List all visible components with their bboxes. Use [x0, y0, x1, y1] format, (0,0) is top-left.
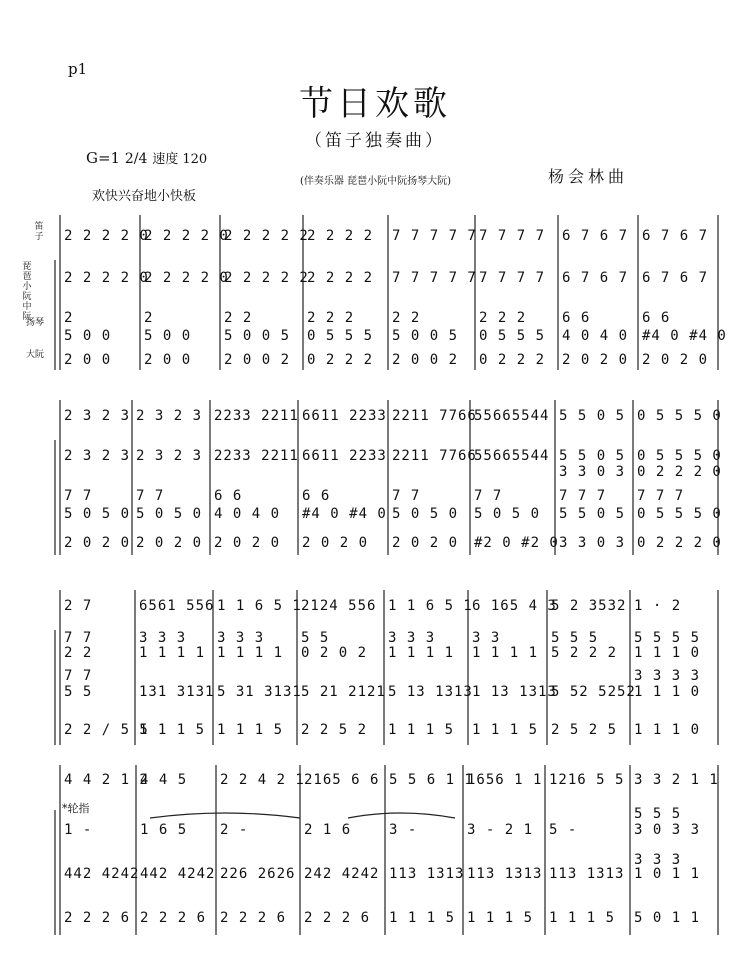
system4-daruan-measure-7: 1 1 1 5	[549, 910, 616, 926]
system1-pipa-measure-5: 7 7 7 7 7	[392, 270, 477, 286]
system1-pipa-measure-1: 2 2 2 2 0	[64, 270, 149, 286]
system3-dizi-measure-6: 6 165 4 3	[472, 598, 557, 614]
system2-daruan-measure-3: 2 0 2 0	[214, 535, 281, 551]
system4-daruan-measure-6: 1 1 1 5	[467, 910, 534, 926]
system1-dizi-measure-3: 2 2 2 2 2	[224, 228, 309, 244]
system2-pipa-lower-measure-7: 3 3 0 3	[559, 464, 626, 480]
system2-dizi-measure-3: 2233 2211	[214, 408, 299, 424]
system2-yangqin-upper-measure-6: 7 7	[474, 488, 503, 504]
system3-dizi-measure-1: 2 7	[64, 598, 93, 614]
system3-daruan-measure-6: 1 1 1 5	[472, 722, 539, 738]
system2-yangqin-lower-measure-5: 5 0 5 0	[392, 506, 459, 522]
system2-yangqin-lower-measure-6: 5 0 5 0	[474, 506, 541, 522]
system2-dizi-measure-4: 6611 2233	[302, 408, 387, 424]
system2-pipa-upper-measure-5: 2211 7766	[392, 448, 477, 464]
annotation-lunzhi: *轮指	[62, 802, 90, 815]
system4-yangqin-lower-measure-1: 442 4242	[64, 866, 140, 882]
system3-yangqin-upper-measure-1: 7 7	[64, 668, 93, 684]
system3-pipa-lower-measure-5: 1 1 1 1	[388, 645, 455, 661]
system3-yangqin-lower-measure-2: 131 3131	[139, 684, 215, 700]
label-pipa-ruan: 琵琶小阮中阮	[22, 262, 32, 322]
key-signature: G=1	[86, 149, 121, 167]
system3-yangqin-lower-measure-3: 5 31 3131	[217, 684, 302, 700]
system3-dizi-measure-7: 5 2 3532	[551, 598, 627, 614]
system4-dizi-measure-7: 1216 5 5	[549, 772, 625, 788]
system4-pipa-lower-measure-7: 5 -	[549, 822, 578, 838]
system2-pipa-upper-measure-7: 5 5 0 5	[559, 448, 626, 464]
system4-pipa-lower-measure-2: 1 6 5	[140, 822, 188, 838]
system2-dizi-measure-7: 5 5 0 5	[559, 408, 626, 424]
system1-yangqin-lower-measure-6: 0 5 5 5	[479, 328, 546, 344]
system4-pipa-lower-measure-8: 3 0 3 3	[634, 822, 701, 838]
system3-daruan-measure-8: 1 1 1 0	[634, 722, 701, 738]
system2-yangqin-upper-measure-3: 6 6	[214, 488, 243, 504]
system3-daruan-measure-5: 1 1 1 5	[388, 722, 455, 738]
system3-pipa-lower-measure-2: 1 1 1 1	[139, 645, 206, 661]
system4-pipa-lower-measure-6: 3 - 2 1	[467, 822, 534, 838]
system1-yangqin-lower-measure-2: 5 0 0	[144, 328, 192, 344]
tempo: 速度 120	[152, 152, 208, 167]
system2-yangqin-upper-measure-4: 6 6	[302, 488, 331, 504]
system2-daruan-measure-2: 2 0 2 0	[136, 535, 203, 551]
system4-daruan-measure-1: 2 2 2 6	[64, 910, 131, 926]
system1-yangqin-lower-measure-1: 5 0 0	[64, 328, 112, 344]
system2-yangqin-lower-measure-3: 4 0 4 0	[214, 506, 281, 522]
system2-yangqin-lower-measure-1: 5 0 5 0	[64, 506, 131, 522]
system4-yangqin-lower-measure-8: 1 0 1 1	[634, 866, 701, 882]
system3-daruan-measure-4: 2 2 5 2	[301, 722, 368, 738]
system2-daruan-measure-1: 2 0 2 0	[64, 535, 131, 551]
system4-dizi-measure-4: 2165 6 6	[304, 772, 380, 788]
system3-pipa-upper-measure-1: 7 7	[64, 630, 93, 646]
system1-yangqin-upper-measure-8: 6 6	[642, 310, 671, 326]
system3-dizi-measure-5: 1 1 6 5 1	[388, 598, 473, 614]
system3-yangqin-lower-measure-7: 5 52 5252	[551, 684, 636, 700]
system2-daruan-measure-7: 3 3 0 3	[559, 535, 626, 551]
composer: 杨会林曲	[548, 167, 629, 186]
instruments-note: (伴奏乐器 琵琶小阮中阮扬琴大阮)	[300, 176, 451, 187]
system1-dizi-measure-2: 2 2 2 2 0	[144, 228, 229, 244]
system3-pipa-upper-measure-6: 3 3	[472, 630, 501, 646]
system4-dizi-measure-8: 3 3 2 1 1	[634, 772, 719, 788]
system1-pipa-measure-6: 7 7 7 7	[479, 270, 546, 286]
system4-dizi-measure-6: 1656 1 1	[467, 772, 543, 788]
system2-yangqin-lower-measure-2: 5 0 5 0	[136, 506, 203, 522]
system1-yangqin-lower-measure-5: 5 0 0 5	[392, 328, 459, 344]
system2-yangqin-lower-measure-7: 5 5 0 5	[559, 506, 626, 522]
system1-dizi-measure-7: 6 7 6 7	[562, 228, 629, 244]
score-subtitle: （笛子独奏曲）	[305, 131, 445, 151]
label-yangqin: 扬琴	[25, 318, 44, 328]
system1-yangqin-upper-measure-5: 2 2	[392, 310, 421, 326]
system1-daruan-measure-3: 2 0 0 2	[224, 352, 291, 368]
score-title: 节日欢歌	[299, 84, 451, 124]
system4-dizi-measure-2: 4 4 5	[140, 772, 188, 788]
system2-dizi-measure-8: 0 5 5 5 0	[637, 408, 722, 424]
system1-pipa-measure-7: 6 7 6 7	[562, 270, 629, 286]
system1-daruan-measure-6: 0 2 2 2	[479, 352, 546, 368]
system2-yangqin-lower-measure-4: #4 0 #4 0	[302, 506, 387, 522]
system4-daruan-measure-5: 1 1 1 5	[389, 910, 456, 926]
system1-dizi-measure-6: 7 7 7 7	[479, 228, 546, 244]
system2-dizi-measure-6: 55665544	[474, 408, 550, 424]
system4-pipa-lower-measure-3: 2 -	[220, 822, 249, 838]
system1-yangqin-upper-measure-4: 2 2 2	[307, 310, 355, 326]
system2-pipa-upper-measure-4: 6611 2233	[302, 448, 387, 464]
system1-pipa-measure-2: 2 2 2 2 0	[144, 270, 229, 286]
system1-pipa-measure-4: 2 2 2 2	[307, 270, 374, 286]
system3-pipa-upper-measure-3: 3 3 3	[217, 630, 265, 646]
system1-daruan-measure-5: 2 0 0 2	[392, 352, 459, 368]
system3-daruan-measure-2: 1 1 1 5	[139, 722, 206, 738]
system2-yangqin-lower-measure-8: 0 5 5 5 0	[637, 506, 722, 522]
system1-yangqin-lower-measure-3: 5 0 0 5	[224, 328, 291, 344]
system1-daruan-measure-7: 2 0 2 0	[562, 352, 629, 368]
system1-yangqin-lower-measure-7: 4 0 4 0	[562, 328, 629, 344]
system1-yangqin-upper-measure-7: 6 6	[562, 310, 591, 326]
system2-yangqin-upper-measure-5: 7 7	[392, 488, 421, 504]
system1-yangqin-upper-measure-2: 2	[144, 310, 154, 326]
expression-marking: 欢快兴奋地小快板	[92, 189, 197, 204]
system1-dizi-measure-4: 2 2 2 2	[307, 228, 374, 244]
system1-yangqin-upper-measure-3: 2 2	[224, 310, 253, 326]
system4-yangqin-lower-measure-7: 113 1313	[549, 866, 625, 882]
system1-daruan-measure-4: 0 2 2 2	[307, 352, 374, 368]
system2-daruan-measure-8: 0 2 2 2 0	[637, 535, 722, 551]
system2-daruan-measure-4: 2 0 2 0	[302, 535, 369, 551]
system3-pipa-upper-measure-8: 5 5 5 5	[634, 630, 701, 646]
label-dizi: 笛子	[34, 222, 44, 242]
system2-pipa-lower-measure-8: 0 2 2 2 0	[637, 464, 722, 480]
system1-yangqin-lower-measure-8: #4 0 #4 0	[642, 328, 727, 344]
system1-dizi-measure-5: 7 7 7 7 7	[392, 228, 477, 244]
system4-pipa-upper-measure-8: 5 5 5	[634, 806, 682, 822]
system2-dizi-measure-1: 2 3 2 3	[64, 408, 131, 424]
system4-yangqin-lower-measure-5: 113 1313	[389, 866, 465, 882]
system3-yangqin-upper-measure-8: 3 3 3 3	[634, 668, 701, 684]
system2-yangqin-upper-measure-2: 7 7	[136, 488, 165, 504]
system3-daruan-measure-3: 1 1 1 5	[217, 722, 284, 738]
system3-yangqin-lower-measure-6: 1 13 1313	[472, 684, 557, 700]
system2-dizi-measure-5: 2211 7766	[392, 408, 477, 424]
system2-yangqin-upper-measure-1: 7 7	[64, 488, 93, 504]
system2-yangqin-upper-measure-7: 7 7 7	[559, 488, 607, 504]
system3-pipa-lower-measure-3: 1 1 1 1	[217, 645, 284, 661]
system4-dizi-measure-3: 2 2 4 2 1	[220, 772, 305, 788]
system4-yangqin-lower-measure-3: 226 2626	[220, 866, 296, 882]
label-daruan: 大阮	[25, 350, 44, 360]
system3-yangqin-lower-measure-5: 5 13 1313	[388, 684, 473, 700]
system2-daruan-measure-6: #2 0 #2 0	[474, 535, 559, 551]
system3-pipa-upper-measure-5: 3 3 3	[388, 630, 436, 646]
system3-dizi-measure-2: 6561 556	[139, 598, 215, 614]
system1-daruan-measure-1: 2 0 0	[64, 352, 112, 368]
system2-pipa-upper-measure-3: 2233 2211	[214, 448, 299, 464]
system4-yangqin-lower-measure-4: 242 4242	[304, 866, 380, 882]
system4-dizi-measure-1: 4 4 2 1 2	[64, 772, 149, 788]
system4-yangqin-lower-measure-2: 442 4242	[140, 866, 216, 882]
system1-pipa-measure-3: 2 2 2 2 2	[224, 270, 309, 286]
system3-pipa-lower-measure-4: 0 2 0 2	[301, 645, 368, 661]
time-signature: 2/4	[124, 151, 148, 167]
system2-dizi-measure-2: 2 3 2 3	[136, 408, 203, 424]
system4-pipa-lower-measure-1: 1 -	[64, 822, 93, 838]
system4-yangqin-upper-measure-8: 3 3 3	[634, 852, 682, 868]
system3-yangqin-lower-measure-8: 1 1 1 0	[634, 684, 701, 700]
system3-pipa-upper-measure-2: 3 3 3	[139, 630, 187, 646]
system4-daruan-measure-8: 5 0 1 1	[634, 910, 701, 926]
system3-pipa-lower-measure-7: 5 2 2 2	[551, 645, 618, 661]
system3-pipa-upper-measure-7: 5 5 5	[551, 630, 599, 646]
system1-daruan-measure-8: 2 0 2 0	[642, 352, 709, 368]
system4-daruan-measure-3: 2 2 2 6	[220, 910, 287, 926]
system3-daruan-measure-1: 2 2 / 5 5	[64, 722, 149, 738]
system4-daruan-measure-2: 2 2 2 6	[140, 910, 207, 926]
system4-pipa-lower-measure-5: 3 -	[389, 822, 418, 838]
system3-dizi-measure-4: 2124 556	[301, 598, 377, 614]
system4-pipa-lower-measure-4: 2 1 6	[304, 822, 352, 838]
system2-daruan-measure-5: 2 0 2 0	[392, 535, 459, 551]
system3-yangqin-lower-measure-4: 5 21 2121	[301, 684, 386, 700]
page-number: p1	[68, 60, 88, 78]
system3-dizi-measure-8: 1 · 2	[634, 598, 682, 614]
system3-pipa-lower-measure-8: 1 1 1 0	[634, 645, 701, 661]
system2-pipa-upper-measure-2: 2 3 2 3	[136, 448, 203, 464]
system4-dizi-measure-5: 5 5 6 1 1	[389, 772, 474, 788]
system1-yangqin-upper-measure-6: 2 2 2	[479, 310, 527, 326]
system3-dizi-measure-3: 1 1 6 5 1	[217, 598, 302, 614]
system1-yangqin-upper-measure-1: 2	[64, 310, 74, 326]
system2-pipa-upper-measure-1: 2 3 2 3	[64, 448, 131, 464]
system4-yangqin-lower-measure-6: 113 1313	[467, 866, 543, 882]
system3-yangqin-lower-measure-1: 5 5	[64, 684, 93, 700]
system3-pipa-upper-measure-4: 5 5	[301, 630, 330, 646]
system1-dizi-measure-8: 6 7 6 7	[642, 228, 709, 244]
system1-daruan-measure-2: 2 0 0	[144, 352, 192, 368]
system3-pipa-lower-measure-1: 2 2	[64, 645, 93, 661]
system3-pipa-lower-measure-6: 1 1 1 1	[472, 645, 539, 661]
system2-pipa-upper-measure-6: 55665544	[474, 448, 550, 464]
system4-daruan-measure-4: 2 2 2 6	[304, 910, 371, 926]
system2-yangqin-upper-measure-8: 7 7 7	[637, 488, 685, 504]
system1-pipa-measure-8: 6 7 6 7	[642, 270, 709, 286]
system3-daruan-measure-7: 2 5 2 5	[551, 722, 618, 738]
system2-pipa-upper-measure-8: 0 5 5 5 0	[637, 448, 722, 464]
system1-dizi-measure-1: 2 2 2 2 0	[64, 228, 149, 244]
system1-yangqin-lower-measure-4: 0 5 5 5	[307, 328, 374, 344]
